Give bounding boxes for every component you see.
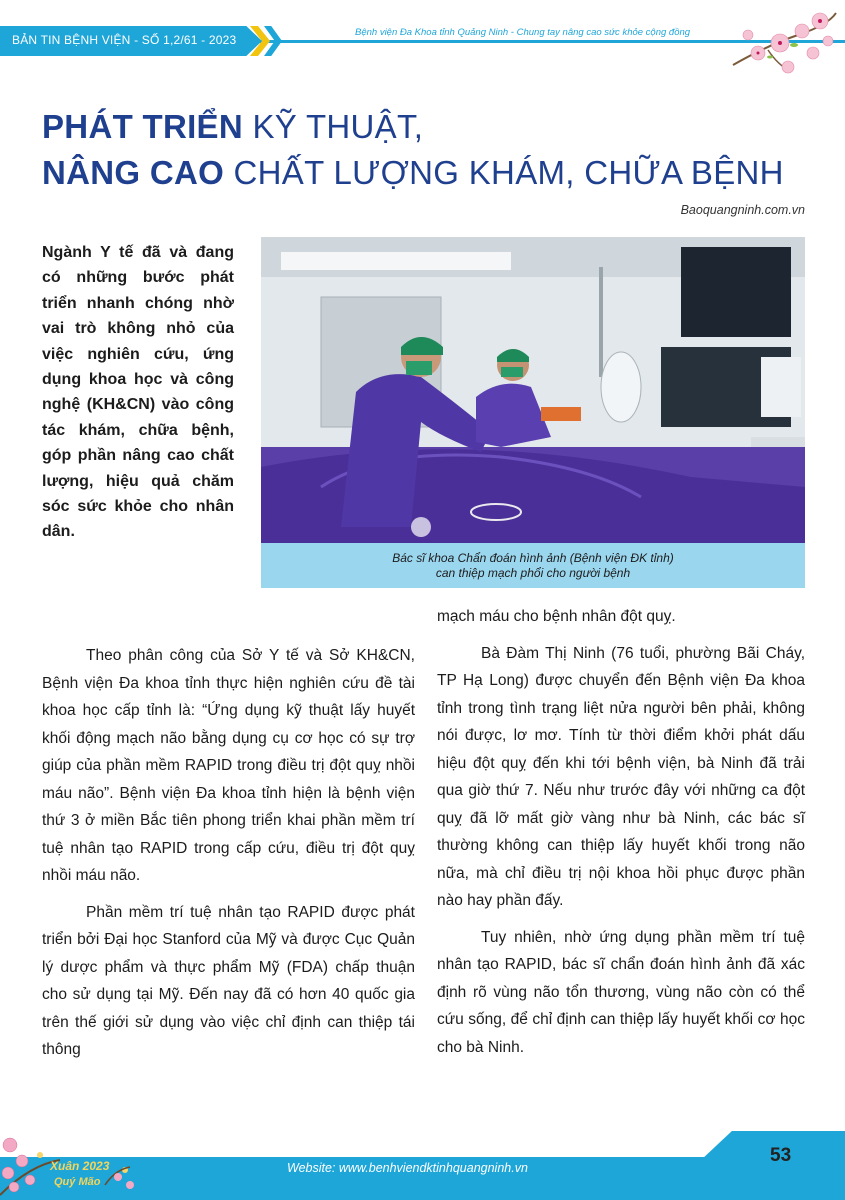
body-paragraph: Bà Đàm Thị Ninh (76 tuổi, phường Bãi Cháy, TP Hạ Long) được chuyển đến Bệnh viện Đa khoa tỉnh trong tình trạng liệt nửa người bên phải, không nói được, lơ mơ. Tính từ thời điểm khởi phát dấu hiệu đột quỵ đến khi tới bệnh viện, bà Ninh đã trải qua giờ thứ 7. Nếu như trước đây với những ca đột quỵ đã lỡ mất giờ vàng như bà Ninh, các bác sĩ thường không can thiệp lấy huyết khối trong não nữa, mà chỉ điều trị nội khoa hồi phục được phần nào hay phần đấy. — [437, 644, 805, 909]
caption-line-1: Bác sĩ khoa Chẩn đoán hình ảnh (Bệnh viện ĐK tỉnh) — [392, 550, 674, 565]
logo-text-year: Xuân 2023 — [50, 1159, 110, 1173]
caption-line-2: can thiệp mạch phổi cho người bệnh — [435, 565, 631, 580]
lead-paragraph: Ngành Y tế đã và đang có những bước phát triển nhanh chóng nhờ vai trò không nhỏ của việc nghiên cứu, ứng dụng khoa học và công nghệ (KH&CN) vào công tác khám, chữa bệnh, góp phần nâng cao chất lượng, hiệu quả chăm sóc sức khỏe cho nhân dân. — [42, 244, 234, 541]
operating-room-photo-icon — [261, 237, 805, 543]
title-line2-light: CHẤT LƯỢNG KHÁM, CHỮA BỆNH — [224, 154, 784, 191]
title-line1-bold: PHÁT TRIỂN — [42, 108, 243, 145]
photo-caption — [261, 543, 805, 588]
header-issue-label: BẢN TIN BỆNH VIỆN - SỐ 1,2/61 - 2023 — [12, 33, 237, 47]
title-line2-bold: NÂNG CAO — [42, 154, 225, 191]
body-paragraph: Theo phân công của Sở Y tế và Sở KH&CN, Bệnh viện Đa khoa tỉnh thực hiện nghiên cứu đề tài khoa học cấp tỉnh là: “Ứng dụng kỹ thuật lấy huyết khối động mạch não bằng dụng cụ cơ học có sự trợ giúp của phần mềm RAPID trong điều trị đột quỵ nhồi máu não”. Bệnh viện Đa khoa tỉnh hiện là bệnh viện thứ 3 ở miền Bắc tiên phong triển khai phần mềm trí tuệ nhân tạo RAPID trong cấp cứu, điều trị đột quỵ nhồi máu não. — [42, 647, 415, 884]
body-column-left — [42, 642, 415, 1073]
body-paragraph: Tuy nhiên, nhờ ứng dụng phần mềm trí tuệ nhân tạo RAPID, bác sĩ chẩn đoán hình ảnh đã xác định rõ vùng não tổn thương, vùng não còn có thể cứu sống, để chỉ định can thiệp lấy huyết khối cơ học cho bà Ninh. — [437, 928, 805, 1056]
title-line1-light: KỸ THUẬT, — [243, 108, 424, 145]
footer-website: Website: www.benhviendktinhquangninh.vn — [287, 1161, 528, 1175]
page-number: 53 — [770, 1145, 792, 1166]
article-source: Baoquangninh.com.vn — [680, 203, 805, 217]
header-slogan: Bệnh viện Đa Khoa tỉnh Quảng Ninh - Chung tay nâng cao sức khỏe cộng đồng — [355, 27, 691, 38]
body-paragraph: Phần mềm trí tuệ nhân tạo RAPID được phát triển bởi Đại học Stanford của Mỹ và được Cục Quản lý dược phẩm và thực phẩm Mỹ (FDA) chấp thuận cho sử dụng tại Mỹ. Đến nay đã có hơn 40 quốc gia trên thế giới sử dụng vào việc chỉ định can thiệp tái thông — [42, 903, 415, 1058]
article-title — [42, 104, 784, 196]
logo-text-zodiac: Quý Mão — [54, 1176, 101, 1188]
body-column-right — [437, 603, 805, 1070]
article-photo — [261, 237, 805, 543]
blossom-decoration-icon — [728, 5, 838, 85]
body-paragraph-continuation: mạch máu cho bệnh nhân đột quỵ. — [437, 608, 676, 625]
